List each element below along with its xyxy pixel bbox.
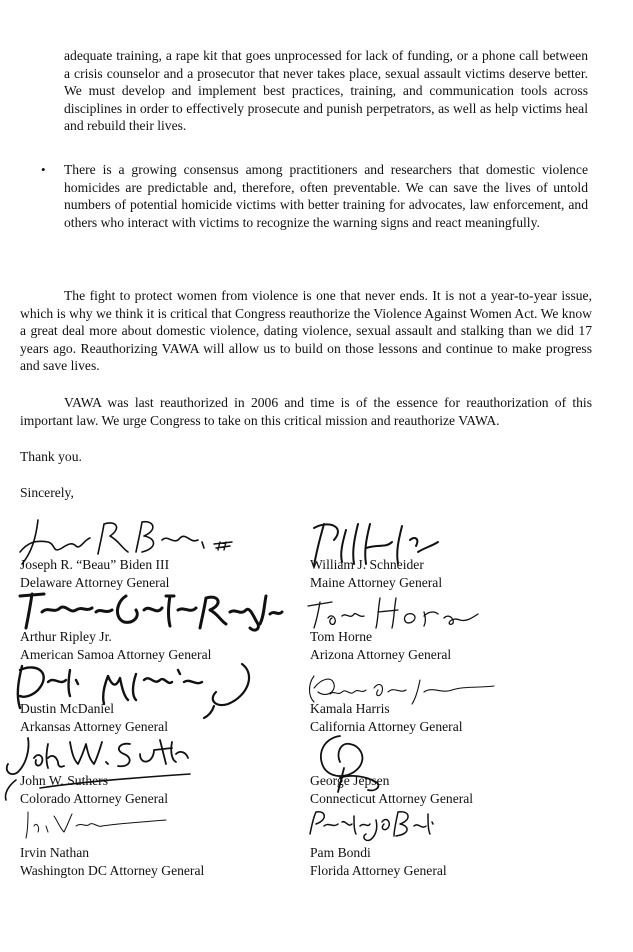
thank-you: Thank you. <box>20 449 82 464</box>
signatory-name-jepsen: George Jepsen <box>310 773 390 788</box>
bullet-paragraph: There is a growing consensus among practitioners and researchers that domestic violence homicides are predictable and, therefore, often preventable. We can save the lives of untold numbers of potential homicide victims with better training for advocates, law enforcement, and others who interact with victims to recognize the warning signs and react meaningfully. <box>64 162 588 230</box>
signature-ripley <box>14 588 284 632</box>
continued-paragraph: adequate training, a rape kit that goes unprocessed for lack of funding, or a phone call between a crisis counselor and a prosecutor that never takes place, sexual assault victims deserve better. We must develop and implement best practices, training, and communication tools across disciplines in order to effectively prosecute and punish perpetrators, as well as help victims heal and rebuild their lives. <box>64 48 588 134</box>
signatory-title-mcdaniel: Arkansas Attorney General <box>20 719 168 734</box>
signatory-name-nathan: Irvin Nathan <box>20 845 90 860</box>
signatory-name-suthers: John W. Suthers <box>20 773 108 788</box>
signatory-title-bondi: Florida Attorney General <box>310 863 447 878</box>
signatory-title-biden: Delaware Attorney General <box>20 575 170 590</box>
signatory-name-harris: Kamala Harris <box>310 701 390 716</box>
paragraph-fight: The fight to protect women from violence is one that never ends. It is not a year-to-year issue, which is why we think it is critical that Congress reauthorize the Violence Against Women Act. We know a great deal more about domestic violence, dating violence, sexual assault and stalking than we did 17 years ago. Reauthorizing VAWA will allow us to build on those lessons and continue to make progress and save lives. <box>20 288 592 374</box>
signature-bondi <box>306 806 436 846</box>
signatory-title-schneider: Maine Attorney General <box>310 575 443 590</box>
signatory-name-schneider: William J. Schneider <box>310 557 424 572</box>
signatory-title-nathan: Washington DC Attorney General <box>20 863 205 878</box>
signatory-name-bondi: Pam Bondi <box>310 845 371 860</box>
bullet-marker: • <box>41 162 46 177</box>
signatory-name-mcdaniel: Dustin McDaniel <box>20 701 115 716</box>
closing: Sincerely, <box>20 485 74 500</box>
paragraph-vawa: VAWA was last reauthorized in 2006 and time is of the essence for reauthorization of this important law. We urge Congress to take on this critical mission and reauthorize VAWA. <box>20 395 592 428</box>
signature-horne <box>306 592 486 632</box>
signatory-title-harris: California Attorney General <box>310 719 463 734</box>
signatory-name-biden: Joseph R. “Beau” Biden III <box>20 557 170 572</box>
signatory-name-ripley: Arthur Ripley Jr. <box>20 629 112 644</box>
signatory-title-horne: Arizona Attorney General <box>310 647 452 662</box>
signatory-title-suthers: Colorado Attorney General <box>20 791 168 806</box>
signatory-title-ripley: American Samoa Attorney General <box>20 647 212 662</box>
signatory-title-jepsen: Connecticut Attorney General <box>310 791 474 806</box>
signatory-name-horne: Tom Horne <box>310 629 373 644</box>
signature-nathan <box>20 808 170 844</box>
